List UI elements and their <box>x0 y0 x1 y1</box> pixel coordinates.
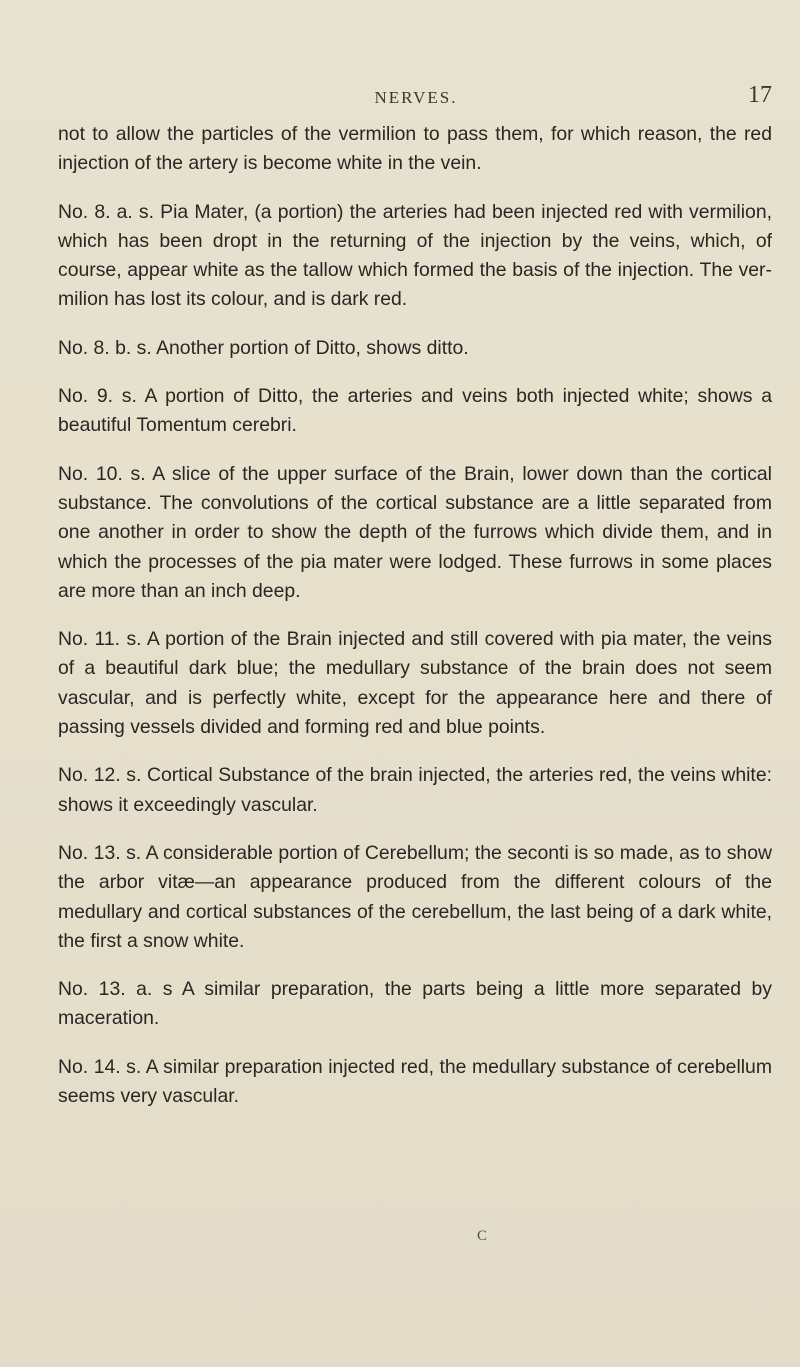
paragraph-entry-11: No. 11. s. A portion of the Brain injected and still covered with pia mater, the veins of a beautiful dark blue; the medullary substance of the brain does not seem vascular, and is perfectly white, except for the appearance here and there of passing vessels divided and forming red and blue points. <box>58 628 772 739</box>
paragraph-entry-13: No. 13. s. A considerable portion of Cerebellum; the seconti is so made, as to show the arbor vitæ—an appearance produced from the different colours of the medullary and cortical substances of the cerebellum, the last being of a dark white, the first a snow white. <box>58 841 772 952</box>
paragraph-entry-8a: No. 8. a. s. Pia Mater, (a portion) the arteries had been injected red with vermilion, which has been dropt in the returning of the injection by the veins, which, of course, appear white as the tallow which formed the basis of the injection. The vermilion has lost its colour, and is dark red. <box>58 200 772 311</box>
paragraph-entry-14: No. 14. s. A similar preparation injected red, the medullary substance of cerebellum seems very vascular. <box>58 1055 772 1108</box>
page-body <box>58 120 772 1130</box>
paragraph-entry-13a: No. 13. a. s A similar preparation, the parts being a little more separated by maceration. <box>58 978 772 1030</box>
running-title: NERVES. <box>374 88 458 107</box>
paragraph-entry-8b: No. 8. b. s. Another portion of Ditto, shows ditto. <box>58 336 469 359</box>
paragraph-continuation: not to allow the particles of the vermilion to pass them, for which reason, the red injection of the artery is become white in the vein. <box>58 123 772 175</box>
page-number: 17 <box>748 82 772 108</box>
paragraph-entry-10: No. 10. s. A slice of the upper surface of the Brain, lower down than the cortical substance. The convolutions of the cortical substance are a little separated from one another in order to show the depth of the furrows which divide them, and in which the processes of the pia mater were lodged. These furrows in some places are more than an inch deep. <box>58 462 772 602</box>
paragraph-entry-12: No. 12. s. Cortical Substance of the brain injected, the arteries red, the veins white: shows it exceedingly vascular. <box>58 764 772 816</box>
running-head <box>60 82 772 118</box>
paragraph-entry-9: No. 9. s. A portion of Ditto, the arteries and veins both injected white; shows a beautiful Tomentum cerebri. <box>58 385 772 437</box>
signature-mark: C <box>477 1228 488 1244</box>
